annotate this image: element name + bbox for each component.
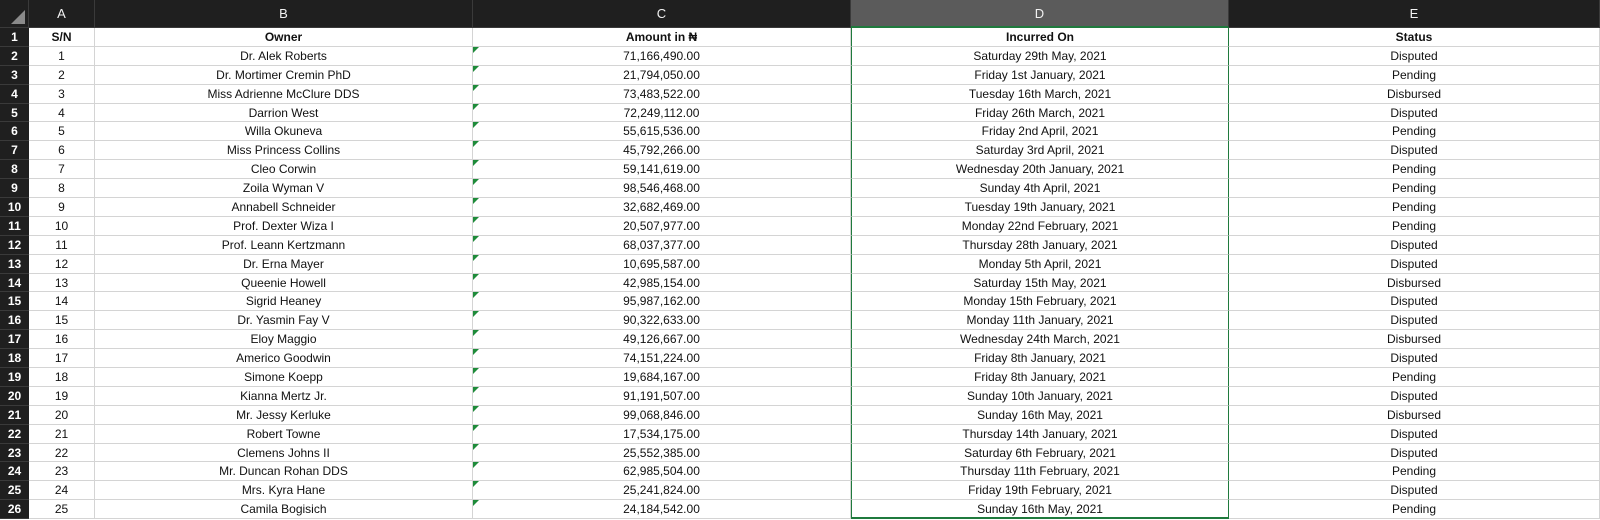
header-cell-serial-number[interactable]: S/N	[29, 28, 95, 47]
cell-status[interactable]: Disbursed	[1229, 85, 1600, 104]
cell-owner[interactable]: Zoila Wyman V	[95, 179, 473, 198]
cell-serial-number[interactable]: 4	[29, 104, 95, 123]
cell-incurred-on[interactable]: Friday 19th February, 2021	[851, 481, 1229, 500]
cell-status[interactable]: Pending	[1229, 462, 1600, 481]
cell-incurred-on[interactable]: Sunday 16th May, 2021	[851, 406, 1229, 425]
row-header[interactable]: 11	[0, 217, 29, 236]
select-all-corner[interactable]	[0, 0, 29, 28]
cell-amount[interactable]: 21,794,050.00	[473, 66, 851, 85]
cell-incurred-on[interactable]: Saturday 3rd April, 2021	[851, 141, 1229, 160]
cell-amount[interactable]: 32,682,469.00	[473, 198, 851, 217]
cell-owner[interactable]: Mr. Duncan Rohan DDS	[95, 462, 473, 481]
cell-serial-number[interactable]: 2	[29, 66, 95, 85]
cell-amount[interactable]: 68,037,377.00	[473, 236, 851, 255]
cell-serial-number[interactable]: 18	[29, 368, 95, 387]
row-header[interactable]: 23	[0, 444, 29, 463]
header-cell-owner[interactable]: Owner	[95, 28, 473, 47]
cell-serial-number[interactable]: 11	[29, 236, 95, 255]
row-header[interactable]: 18	[0, 349, 29, 368]
cell-status[interactable]: Pending	[1229, 122, 1600, 141]
cell-incurred-on[interactable]: Monday 22nd February, 2021	[851, 217, 1229, 236]
cell-incurred-on[interactable]: Thursday 11th February, 2021	[851, 462, 1229, 481]
cell-serial-number[interactable]: 16	[29, 330, 95, 349]
cell-owner[interactable]: Annabell Schneider	[95, 198, 473, 217]
cell-serial-number[interactable]: 8	[29, 179, 95, 198]
cell-amount[interactable]: 45,792,266.00	[473, 141, 851, 160]
cell-owner[interactable]: Miss Princess Collins	[95, 141, 473, 160]
cell-status[interactable]: Disputed	[1229, 481, 1600, 500]
cell-incurred-on[interactable]: Saturday 29th May, 2021	[851, 47, 1229, 66]
cell-status[interactable]: Disputed	[1229, 387, 1600, 406]
cell-amount[interactable]: 91,191,507.00	[473, 387, 851, 406]
row-header[interactable]: 7	[0, 141, 29, 160]
cell-incurred-on[interactable]: Friday 26th March, 2021	[851, 104, 1229, 123]
column-header-e[interactable]: E	[1229, 0, 1600, 28]
cell-incurred-on[interactable]: Tuesday 19th January, 2021	[851, 198, 1229, 217]
cell-owner[interactable]: Kianna Mertz Jr.	[95, 387, 473, 406]
cell-amount[interactable]: 24,184,542.00	[473, 500, 851, 519]
cell-owner[interactable]: Sigrid Heaney	[95, 292, 473, 311]
cell-amount[interactable]: 25,241,824.00	[473, 481, 851, 500]
cell-owner[interactable]: Cleo Corwin	[95, 160, 473, 179]
cell-amount[interactable]: 73,483,522.00	[473, 85, 851, 104]
cell-owner[interactable]: Dr. Yasmin Fay V	[95, 311, 473, 330]
row-header[interactable]: 12	[0, 236, 29, 255]
column-header-b[interactable]: B	[95, 0, 473, 28]
cell-status[interactable]: Disputed	[1229, 236, 1600, 255]
cell-status[interactable]: Disbursed	[1229, 274, 1600, 293]
cell-status[interactable]: Disputed	[1229, 349, 1600, 368]
cell-status[interactable]: Pending	[1229, 160, 1600, 179]
cell-serial-number[interactable]: 22	[29, 444, 95, 463]
cell-incurred-on[interactable]: Saturday 6th February, 2021	[851, 444, 1229, 463]
cell-owner[interactable]: Mr. Jessy Kerluke	[95, 406, 473, 425]
row-header[interactable]: 6	[0, 122, 29, 141]
cell-amount[interactable]: 98,546,468.00	[473, 179, 851, 198]
row-header[interactable]: 2	[0, 47, 29, 66]
cell-owner[interactable]: Robert Towne	[95, 425, 473, 444]
cell-amount[interactable]: 20,507,977.00	[473, 217, 851, 236]
column-header-d[interactable]: D	[851, 0, 1229, 28]
row-header[interactable]: 22	[0, 425, 29, 444]
row-header[interactable]: 17	[0, 330, 29, 349]
row-header[interactable]: 10	[0, 198, 29, 217]
cell-status[interactable]: Disputed	[1229, 104, 1600, 123]
cell-owner[interactable]: Clemens Johns II	[95, 444, 473, 463]
cell-amount[interactable]: 55,615,536.00	[473, 122, 851, 141]
cell-status[interactable]: Pending	[1229, 198, 1600, 217]
cell-status[interactable]: Disbursed	[1229, 406, 1600, 425]
cell-owner[interactable]: Eloy Maggio	[95, 330, 473, 349]
cell-amount[interactable]: 19,684,167.00	[473, 368, 851, 387]
cell-status[interactable]: Disputed	[1229, 292, 1600, 311]
row-header[interactable]: 19	[0, 368, 29, 387]
cell-serial-number[interactable]: 9	[29, 198, 95, 217]
cell-owner[interactable]: Darrion West	[95, 104, 473, 123]
column-header-a[interactable]: A	[29, 0, 95, 28]
cell-serial-number[interactable]: 3	[29, 85, 95, 104]
cell-status[interactable]: Pending	[1229, 368, 1600, 387]
cell-incurred-on[interactable]: Tuesday 16th March, 2021	[851, 85, 1229, 104]
cell-serial-number[interactable]: 19	[29, 387, 95, 406]
cell-incurred-on[interactable]: Saturday 15th May, 2021	[851, 274, 1229, 293]
row-header[interactable]: 4	[0, 85, 29, 104]
cell-owner[interactable]: Dr. Mortimer Cremin PhD	[95, 66, 473, 85]
cell-incurred-on[interactable]: Sunday 4th April, 2021	[851, 179, 1229, 198]
cell-incurred-on[interactable]: Friday 8th January, 2021	[851, 349, 1229, 368]
row-header[interactable]: 3	[0, 66, 29, 85]
cell-amount[interactable]: 17,534,175.00	[473, 425, 851, 444]
row-header[interactable]: 8	[0, 160, 29, 179]
cell-incurred-on[interactable]: Monday 5th April, 2021	[851, 255, 1229, 274]
cell-status[interactable]: Pending	[1229, 66, 1600, 85]
cell-status[interactable]: Disputed	[1229, 425, 1600, 444]
cell-serial-number[interactable]: 7	[29, 160, 95, 179]
cell-incurred-on[interactable]: Wednesday 20th January, 2021	[851, 160, 1229, 179]
cell-serial-number[interactable]: 12	[29, 255, 95, 274]
row-header[interactable]: 24	[0, 462, 29, 481]
row-header[interactable]: 5	[0, 104, 29, 123]
cell-owner[interactable]: Simone Koepp	[95, 368, 473, 387]
cell-incurred-on[interactable]: Sunday 10th January, 2021	[851, 387, 1229, 406]
cell-incurred-on[interactable]: Thursday 28th January, 2021	[851, 236, 1229, 255]
cell-status[interactable]: Disputed	[1229, 141, 1600, 160]
cell-serial-number[interactable]: 1	[29, 47, 95, 66]
column-header-c[interactable]: C	[473, 0, 851, 28]
header-cell-status[interactable]: Status	[1229, 28, 1600, 47]
cell-owner[interactable]: Americo Goodwin	[95, 349, 473, 368]
cell-amount[interactable]: 59,141,619.00	[473, 160, 851, 179]
cell-serial-number[interactable]: 24	[29, 481, 95, 500]
row-header[interactable]: 9	[0, 179, 29, 198]
cell-serial-number[interactable]: 10	[29, 217, 95, 236]
cell-status[interactable]: Disbursed	[1229, 330, 1600, 349]
cell-status[interactable]: Pending	[1229, 217, 1600, 236]
header-cell-incurred-on[interactable]: Incurred On	[851, 28, 1229, 47]
row-header[interactable]: 16	[0, 311, 29, 330]
cell-amount[interactable]: 49,126,667.00	[473, 330, 851, 349]
cell-amount[interactable]: 90,322,633.00	[473, 311, 851, 330]
cell-serial-number[interactable]: 15	[29, 311, 95, 330]
cell-incurred-on[interactable]: Monday 15th February, 2021	[851, 292, 1229, 311]
cell-owner[interactable]: Miss Adrienne McClure DDS	[95, 85, 473, 104]
cell-owner[interactable]: Camila Bogisich	[95, 500, 473, 519]
row-header[interactable]: 14	[0, 274, 29, 293]
row-header[interactable]: 20	[0, 387, 29, 406]
cell-amount[interactable]: 10,695,587.00	[473, 255, 851, 274]
row-header[interactable]: 26	[0, 500, 29, 519]
cell-serial-number[interactable]: 14	[29, 292, 95, 311]
cell-incurred-on[interactable]: Friday 8th January, 2021	[851, 368, 1229, 387]
select-all-triangle-icon	[11, 10, 25, 24]
row-header[interactable]: 21	[0, 406, 29, 425]
cell-amount[interactable]: 99,068,846.00	[473, 406, 851, 425]
cell-status[interactable]: Pending	[1229, 179, 1600, 198]
cell-amount[interactable]: 42,985,154.00	[473, 274, 851, 293]
cell-incurred-on[interactable]: Sunday 16th May, 2021	[851, 500, 1229, 519]
cell-serial-number[interactable]: 25	[29, 500, 95, 519]
cell-incurred-on[interactable]: Thursday 14th January, 2021	[851, 425, 1229, 444]
cell-serial-number[interactable]: 20	[29, 406, 95, 425]
row-header[interactable]: 15	[0, 292, 29, 311]
cell-owner[interactable]: Queenie Howell	[95, 274, 473, 293]
cell-amount[interactable]: 95,987,162.00	[473, 292, 851, 311]
cell-amount[interactable]: 71,166,490.00	[473, 47, 851, 66]
cell-serial-number[interactable]: 5	[29, 122, 95, 141]
row-header[interactable]: 1	[0, 28, 29, 47]
cell-serial-number[interactable]: 6	[29, 141, 95, 160]
cell-owner[interactable]: Willa Okuneva	[95, 122, 473, 141]
cell-amount[interactable]: 72,249,112.00	[473, 104, 851, 123]
cell-owner[interactable]: Mrs. Kyra Hane	[95, 481, 473, 500]
header-cell-amount[interactable]: Amount in ₦	[473, 28, 851, 47]
cell-owner[interactable]: Dr. Erna Mayer	[95, 255, 473, 274]
cell-amount[interactable]: 62,985,504.00	[473, 462, 851, 481]
cell-status[interactable]: Pending	[1229, 500, 1600, 519]
cell-incurred-on[interactable]: Monday 11th January, 2021	[851, 311, 1229, 330]
row-header[interactable]: 13	[0, 255, 29, 274]
cell-incurred-on[interactable]: Wednesday 24th March, 2021	[851, 330, 1229, 349]
cell-status[interactable]: Disputed	[1229, 311, 1600, 330]
row-header[interactable]: 25	[0, 481, 29, 500]
cell-amount[interactable]: 74,151,224.00	[473, 349, 851, 368]
cell-status[interactable]: Disputed	[1229, 47, 1600, 66]
cell-incurred-on[interactable]: Friday 1st January, 2021	[851, 66, 1229, 85]
cell-owner[interactable]: Prof. Dexter Wiza I	[95, 217, 473, 236]
cell-amount[interactable]: 25,552,385.00	[473, 444, 851, 463]
cell-owner[interactable]: Dr. Alek Roberts	[95, 47, 473, 66]
cell-serial-number[interactable]: 23	[29, 462, 95, 481]
cell-serial-number[interactable]: 17	[29, 349, 95, 368]
cell-serial-number[interactable]: 21	[29, 425, 95, 444]
cell-status[interactable]: Disputed	[1229, 255, 1600, 274]
cell-incurred-on[interactable]: Friday 2nd April, 2021	[851, 122, 1229, 141]
cell-serial-number[interactable]: 13	[29, 274, 95, 293]
cell-status[interactable]: Disputed	[1229, 444, 1600, 463]
cell-owner[interactable]: Prof. Leann Kertzmann	[95, 236, 473, 255]
